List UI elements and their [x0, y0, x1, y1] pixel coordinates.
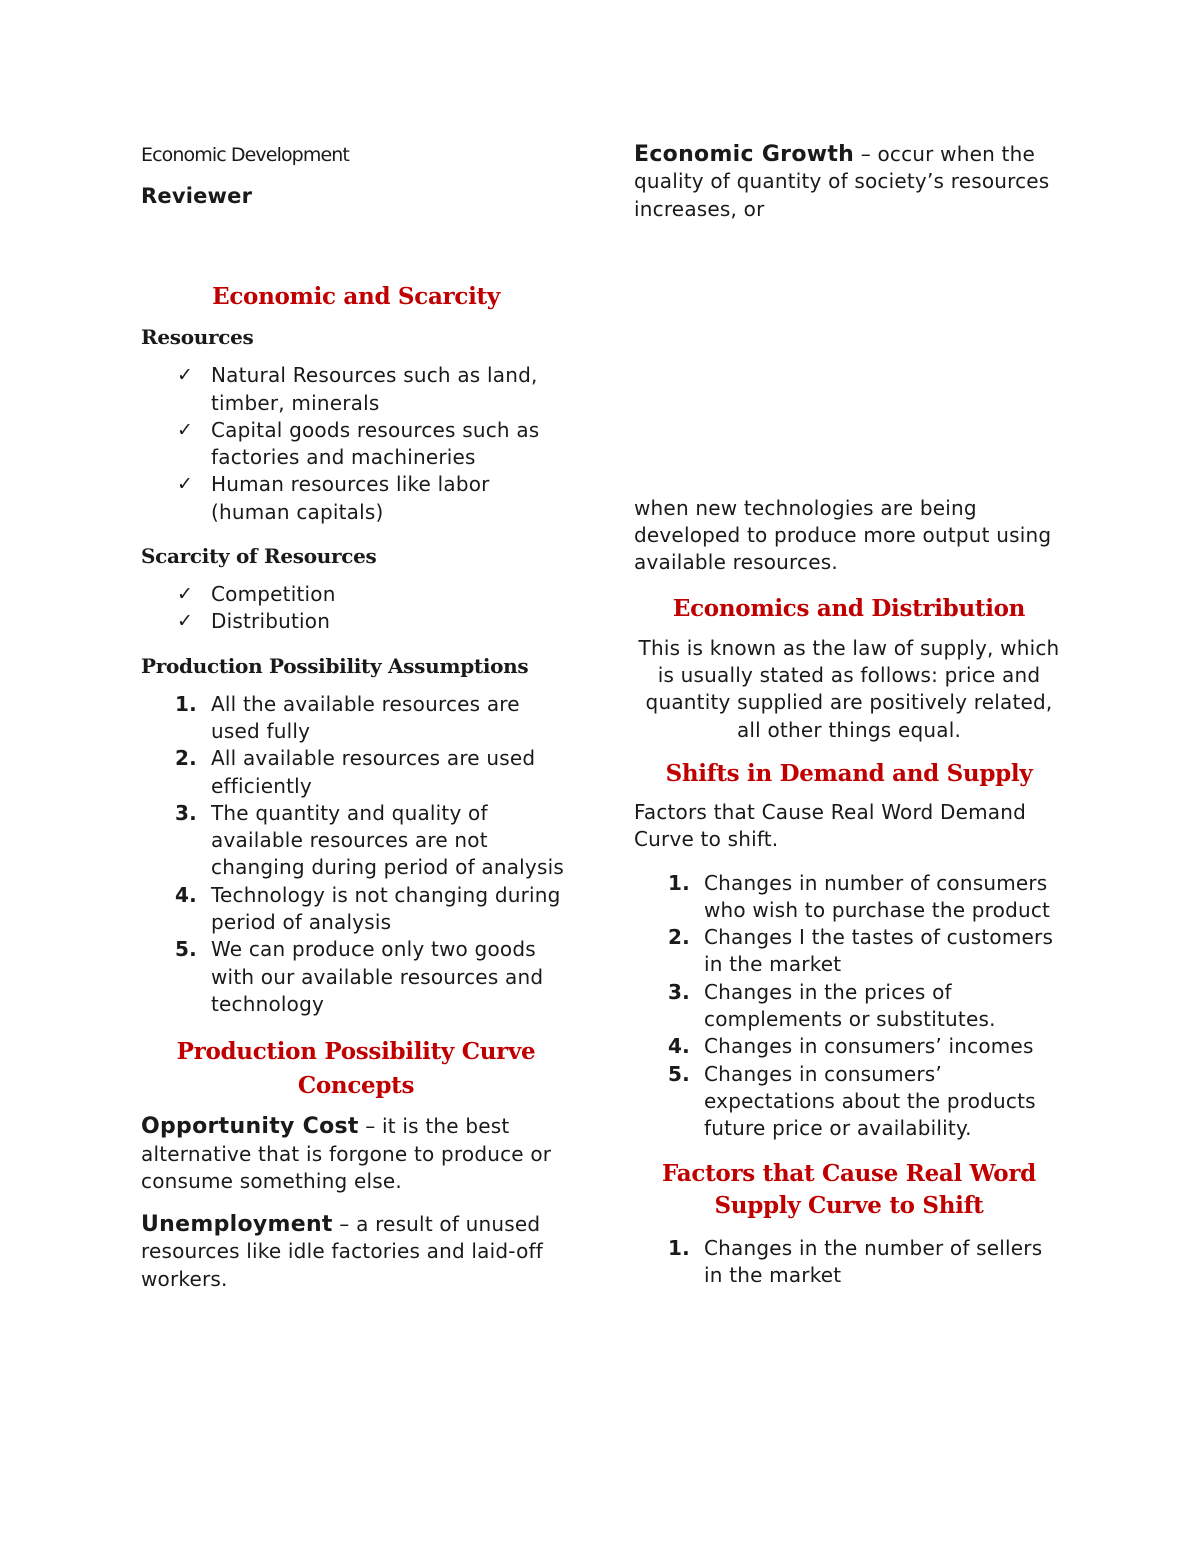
right-column: [634, 140, 1064, 1289]
list-item: 3. The quantity and quality of available resources are not changing during period of analysis: [175, 800, 564, 880]
resources-list: [71, 362, 571, 526]
list-item: 1. All the available resources are used fully: [175, 691, 520, 743]
document-title: Economic Development: [141, 144, 349, 166]
scarcity-list: [71, 581, 571, 636]
list-item: 5. We can produce only two goods with our available resources and technology: [175, 937, 544, 1016]
heading-shifts-demand-supply: Shifts in Demand and Supply: [665, 759, 1033, 787]
term-economic-growth: Economic Growth: [634, 142, 855, 167]
heading-supply-shift-factors: Factors that Cause Real Word Supply Curve to Shift: [662, 1159, 1036, 1219]
list-item: 2. Changes I the tastes of customers in the market: [668, 925, 1054, 977]
heading-economics-distribution: Economics and Distribution: [672, 594, 1026, 622]
check-icon: ✓: [177, 418, 194, 441]
document-subtitle: Reviewer: [141, 184, 253, 208]
check-icon: ✓: [177, 473, 194, 496]
heading-scarcity-of-resources: Scarcity of Resources: [141, 544, 377, 569]
supply-factors-list: [564, 1235, 1064, 1290]
heading-ppc-concepts: Production Possibility Curve Concepts: [176, 1038, 536, 1100]
check-icon: ✓: [177, 610, 194, 633]
demand-factors-list: [564, 870, 1064, 1143]
law-of-supply-text: This is known as the law of supply, which is usually stated as follows: price and quantity supplied are positively related, all other things equal.: [638, 635, 1060, 742]
list-item: 4. Changes in consumers’ incomes: [668, 1034, 1034, 1059]
heading-economic-scarcity: Economic and Scarcity: [212, 283, 500, 311]
list-item: ✓ Competition: [141, 581, 571, 608]
economic-growth-continued: when new technologies are being developed to produce more output using available resources.: [634, 495, 1052, 575]
list-item: 3. Changes in the prices of complements or substitutes.: [668, 979, 996, 1032]
term-unemployment: Unemployment: [141, 1212, 333, 1238]
list-item: 1. Changes in number of consumers who wish to purchase the product: [668, 870, 1051, 922]
list-item: 2. All available resources are used efficiently: [175, 746, 536, 798]
list-item: ✓ Natural Resources such as land, timber, minerals: [177, 363, 538, 415]
list-item: 1. Changes in the number of sellers in the market: [668, 1235, 1043, 1287]
assumptions-list: [71, 691, 571, 1019]
list-item: 5. Changes in consumers’ expectations about the products future price or availability.: [668, 1061, 1036, 1141]
demand-intro: Factors that Cause Real Word Demand Curve to shift.: [634, 799, 1026, 852]
check-icon: ✓: [177, 364, 194, 387]
list-item: 4. Technology is not changing during period of analysis: [175, 882, 561, 935]
heading-ppa: Production Possibility Assumptions: [141, 653, 529, 678]
definition-unemployment: Unemployment – a result of unused resources like idle factories and laid-off workers.: [141, 1212, 543, 1291]
check-icon: ✓: [177, 583, 194, 606]
list-item: ✓ Capital goods resources such as factories and machineries: [177, 417, 540, 470]
heading-resources: Resources: [141, 325, 254, 350]
definition-opportunity-cost: Opportunity Cost – it is the best alternative that is forgone to produce or consume something else.: [141, 1114, 552, 1193]
list-item: ✓ Human resources like labor (human capitals): [177, 472, 490, 524]
term-opportunity-cost: Opportunity Cost: [141, 1114, 359, 1140]
left-column: [141, 140, 571, 1293]
list-item: ✓ Distribution: [141, 608, 571, 635]
definition-economic-growth: Economic Growth – occur when the quality of quantity of society’s resources increases, or: [634, 142, 1050, 221]
